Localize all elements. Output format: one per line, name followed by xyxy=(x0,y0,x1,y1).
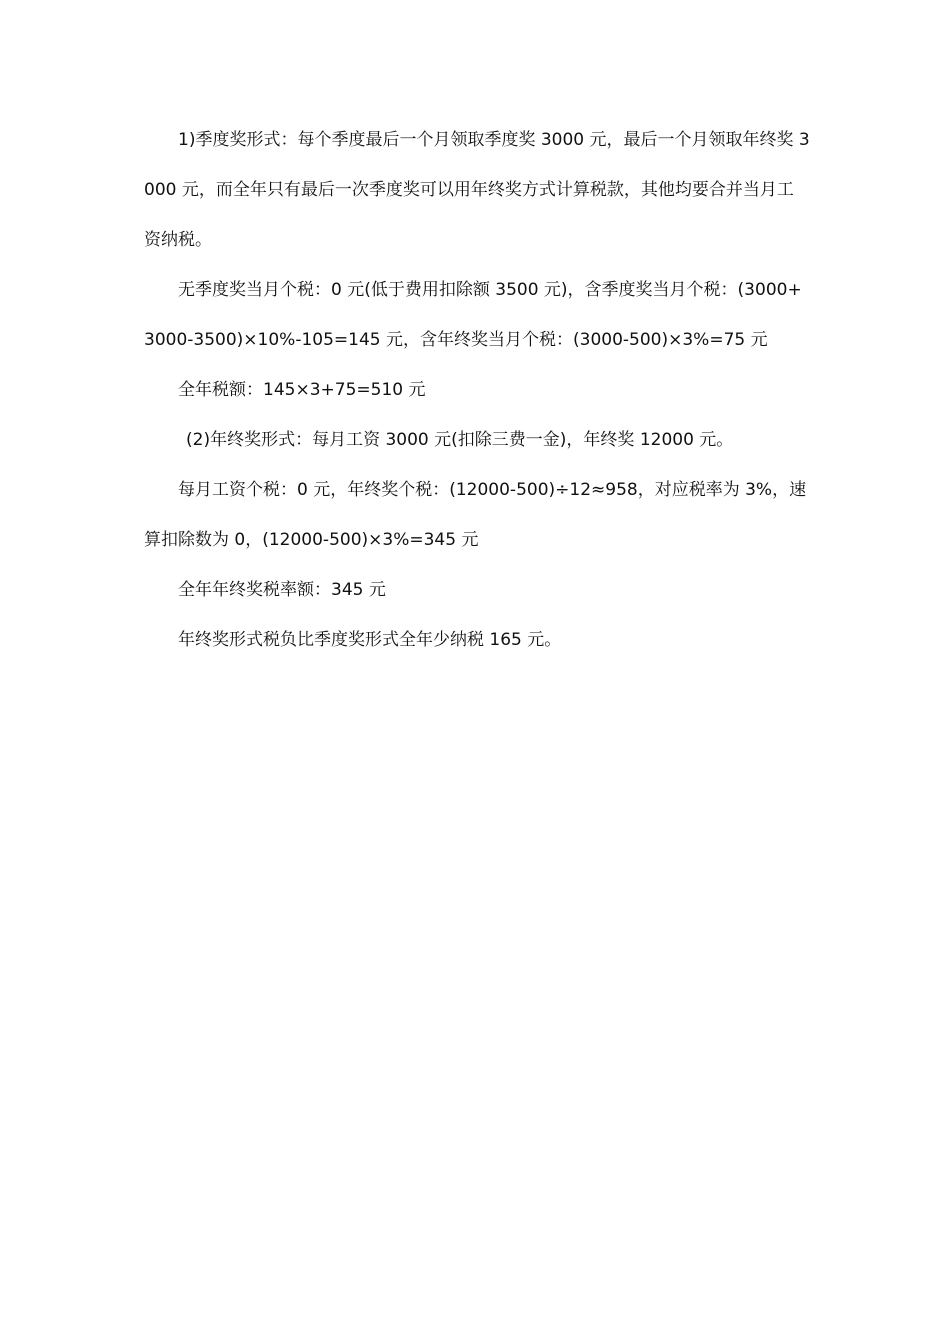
paragraph-annual-tax-total: 全年税额：145×3+75=510 元 xyxy=(178,380,426,400)
paragraph-quarterly-monthly-tax: 无季度奖当月个税：0 元(低于费用扣除额 3500 元)，含季度奖当月个税：(3000+3000-3500)×10%-105=145 元，含年终奖当月个税：(3000-500)×3%=75 元 xyxy=(144,280,802,350)
paragraph-year-end-bonus-form: (2)年终奖形式：每月工资 3000 元(扣除三费一金)，年终奖 12000 元。 xyxy=(186,430,734,450)
paragraph-conclusion: 年终奖形式税负比季度奖形式全年少纳税 165 元。 xyxy=(178,630,562,650)
paragraph-year-end-tax-total: 全年年终奖税率额：345 元 xyxy=(178,580,386,600)
paragraph-quarterly-bonus-form: 1)季度奖形式：每个季度最后一个月领取季度奖 3000 元，最后一个月领取年终奖 3000 元，而全年只有最后一次季度奖可以用年终奖方式计算税款，其他均要合并当月工资纳税。 xyxy=(144,130,810,250)
paragraph-year-end-monthly-tax: 每月工资个税：0 元，年终奖个税：(12000-500)÷12≈958，对应税率为 3%，速算扣除数为 0，(12000-500)×3%=345 元 xyxy=(144,480,807,550)
document-body xyxy=(144,115,810,665)
